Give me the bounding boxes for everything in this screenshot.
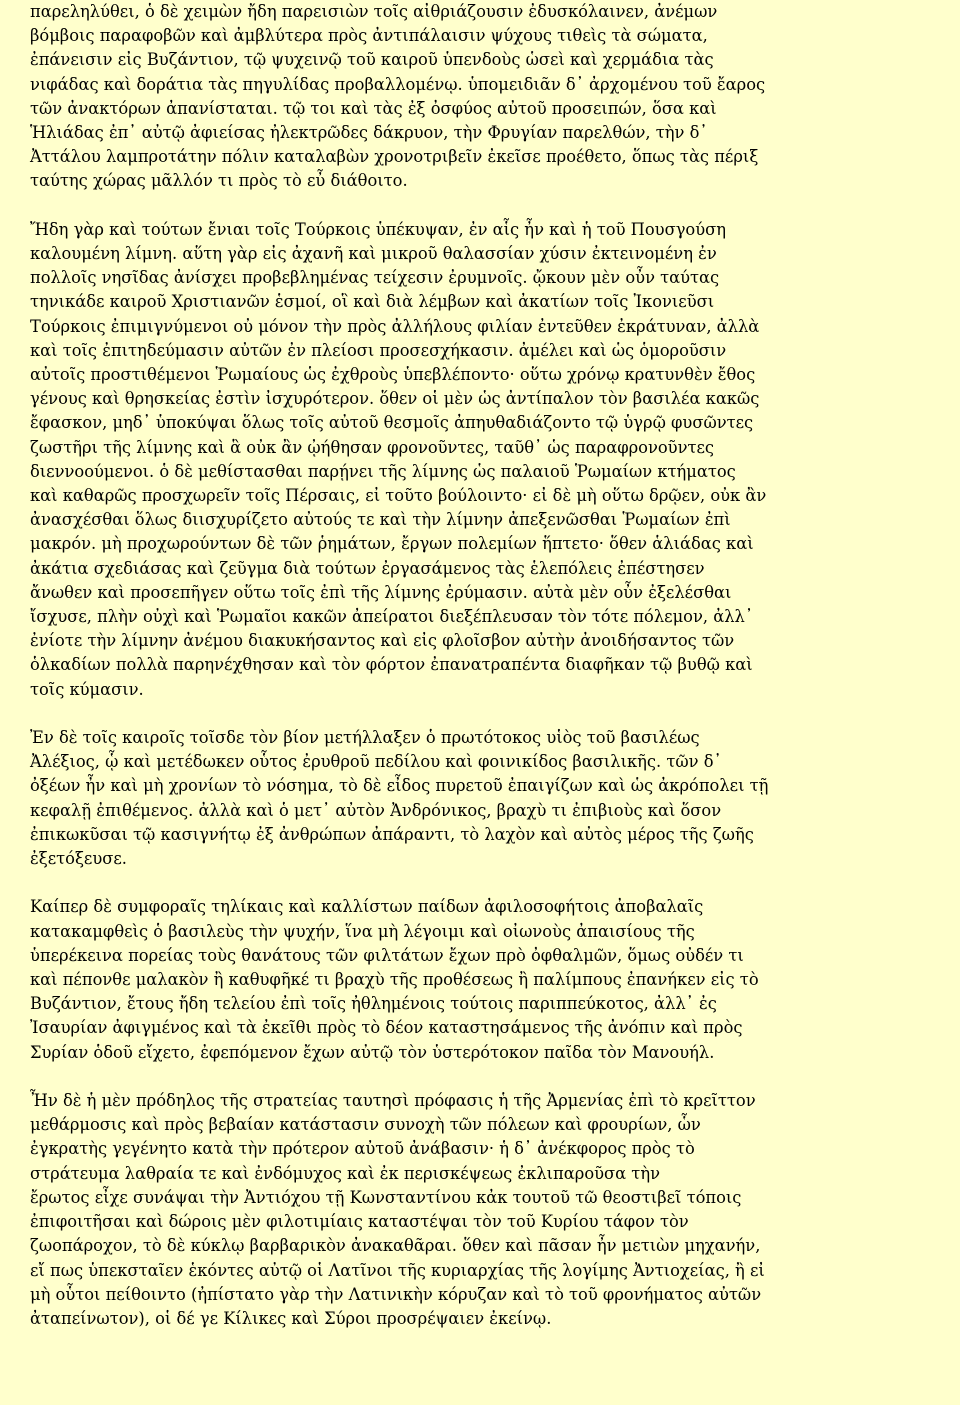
text-line: διεννοούμενοι. ὁ δὲ μεθίστασθαι παρῄνει τῆς λίμνης ὡς παλαιοῦ Ῥωμαίων κτήματος <box>30 461 736 481</box>
text-line: νιφάδας καὶ δοράτια τὰς πηγυλίδας προβαλλομένῳ. ὑπομειδιᾶν δ᾽ ἀρχομένου τοῦ ἔαρος <box>30 74 766 94</box>
text-line: ὀξέων ἦν καὶ μὴ χρονίων τὸ νόσημα, τὸ δὲ εἶδος πυρετοῦ ἐπαιγίζων καὶ ὡς ἀκρόπολει τῇ <box>30 776 769 796</box>
text-line: παρεληλύθει, ὁ δὲ χειμὼν ἤδη παρεισιὼν τοῖς αἰθριάζουσιν ἐδυσκόλαινεν, ἀνέμων <box>30 2 718 21</box>
text-line: Ἐν δὲ τοῖς καιροῖς τοῖσδε τὸν βίον μετήλλαξεν ὁ πρωτότοκος υἱὸς τοῦ βασιλέως <box>30 728 700 748</box>
text-line: τηνικάδε καιροῦ Χριστιανῶν ἑσμοί, οἳ καὶ διὰ λέμβων καὶ ἀκατίων τοῖς Ἰκονιεῦσι <box>30 292 715 312</box>
paragraph-gap <box>30 702 930 726</box>
text-line: ἐνίοτε τὴν λίμνην ἀνέμου διακυκήσαντος καὶ εἰς φλοῖσβον αὐτὴν ἀνοιδήσαντος τῶν <box>30 631 735 651</box>
text-line: ἐπιφοιτῆσαι καὶ δώροις μὲν φιλοτιμίαις καταστέψαι τὸν τοῦ Κυρίου τάφον τὸν <box>30 1212 689 1232</box>
text-line: Καίπερ δὲ συμφοραῖς τηλίκαις καὶ καλλίστων παίδων ἀφιλοσοφήτοις ἀποβαλαῖς <box>30 897 704 917</box>
paragraph-gap <box>30 1065 930 1089</box>
document-body <box>30 0 930 1331</box>
text-line: Ἦν δὲ ἡ μὲν πρόδηλος τῆς στρατείας ταυτησὶ πρόφασις ἡ τῆς Ἀρμενίας ἐπὶ τὸ κρεῖττον <box>30 1091 756 1111</box>
text-line: ἔφασκον, μηδ᾽ ὑποκύψαι ὅλως τοῖς αὐτοῦ θεσμοῖς ἀπηυθαδιάζοντο τῷ ὑγρῷ φυσῶντες <box>30 413 754 433</box>
text-line: ἀνασχέσθαι ὅλως διισχυρίζετο αὐτούς τε καὶ τὴν λίμνην ἀπεξενῶσθαι Ῥωμαίων ἐπὶ <box>30 510 731 530</box>
text-line: καλουμένη λίμνη. αὕτη γὰρ εἰς ἀχανῆ καὶ μικροῦ θαλασσίαν χύσιν ἐκτεινομένη ἐν <box>30 244 717 264</box>
text-line: ἀταπείνωτον), οἱ δέ γε Κίλικες καὶ Σύροι προσρέψαιεν ἐκείνῳ. <box>30 1308 552 1328</box>
text-line: Ἤδη γὰρ καὶ τούτων ἔνιαι τοῖς Τούρκοις ὑπέκυψαν, ἐν αἷς ἦν καὶ ἡ τοῦ Πουσγούση <box>30 219 726 239</box>
text-line: ζωοπάροχον, τὸ δὲ κύκλῳ βαρβαρικὸν ἀνακαθᾶραι. ὅθεν καὶ πᾶσαν ἦν μετιὼν μηχανήν, <box>30 1236 761 1256</box>
text-line: πολλοῖς νησῖδας ἀνίσχει προβεβλημένας τείχεσιν ἐρυμνοῖς. ᾤκουν μὲν οὖν ταύτας <box>30 268 720 288</box>
text-line: ἐπάνεισιν εἰς Βυζάντιον, τῷ ψυχεινῷ τοῦ καιροῦ ὑπενδοὺς ὡσεὶ καὶ χερμάδια τὰς <box>30 50 714 70</box>
text-line: ζωστῆρι τῆς λίμνης καὶ ἃ οὐκ ἂν ᾠήθησαν φρονοῦντες, ταῦθ᾽ ὡς παραφρονοῦντες <box>30 437 715 457</box>
text-line: τοῖς κύμασιν. <box>30 679 144 699</box>
text-line: αὐτοῖς προστιθέμενοι Ῥωμαίους ὡς ἐχθροὺς ὑπεβλέποντο· οὕτω χρόνῳ κρατυνθὲν ἔθος <box>30 365 756 385</box>
text-line: ἄνωθεν καὶ προσεπῆγεν οὕτω τοῖς ἐπὶ τῆς λίμνης ἐρύμασιν. αὐτὰ μὲν οὖν ἐξελέσθαι <box>30 582 732 602</box>
text-line: ἴσχυσε, πλὴν οὐχὶ καὶ Ῥωμαῖοι κακῶν ἀπείρατοι διεξέπλευσαν τὸν τότε πόλεμον, ἀλλ᾽ <box>30 607 753 627</box>
text-line: βόμβοις παραφοβῶν καὶ ἀμβλύτερα πρὸς ἀντιπάλαισιν ψύχους τιθεὶς τὰ σώματα, <box>30 26 708 46</box>
text-line: καὶ τοῖς ἐπιτηδεύμασιν αὐτῶν ἐν πλείοσι προσεσχήκασιν. ἀμέλει καὶ ὡς ὁμοροῦσιν <box>30 340 727 360</box>
text-line: γένους καὶ θρησκείας ἐστὶν ἰσχυρότερον. ὅθεν οἱ μὲν ὡς ἀντίπαλον τὸν βασιλέα κακῶς <box>30 389 760 409</box>
text-line: ἐπικωκῦσαι τῷ κασιγνήτῳ ἐξ ἀνθρώπων ἀπάραντι, τὸ λαχὸν καὶ αὐτὸς μέρος τῆς ζωῆς <box>30 824 754 844</box>
paragraph-4 <box>30 895 930 1064</box>
text-line: Βυζάντιον, ἔτους ἤδη τελείου ἐπὶ τοῖς ἠθλημένοις τούτοις παριππεύκοτος, ἀλλ᾽ ἐς <box>30 994 717 1014</box>
text-line: ἐξετόξευσε. <box>30 849 127 869</box>
text-line: ἔρωτος εἶχε συνάψαι τὴν Ἀντιόχου τῇ Κωνσταντίνου κἀκ τουτοῦ τῶ θεοστιβεῖ τόποις <box>30 1187 742 1207</box>
text-line: Ἀττάλου λαμπροτάτην πόλιν καταλαβὼν χρονοτριβεῖν ἐκεῖσε προέθετο, ὅπως τὰς πέριξ <box>30 147 759 167</box>
text-line: Ἡλιάδας ἐπ᾽ αὐτῷ ἀφιείσας ἠλεκτρῶδες δάκρυον, τὴν Φρυγίαν παρελθών, τὴν δ᾽ <box>30 123 708 143</box>
text-line: ἀκάτια σχεδιάσας καὶ ζεῦγμα διὰ τούτων ἐργασάμενος τὰς ἑλεπόλεις ἐπέστησεν <box>30 558 705 578</box>
paragraph-2 <box>30 218 930 702</box>
text-line: εἴ πως ὑπεκσταῖεν ἑκόντες αὐτῷ οἱ Λατῖνοι τῆς κυριαρχίας τῆς λογίμης Ἀντιοχείας, ἢ εἰ <box>30 1260 765 1280</box>
text-line: καὶ καθαρῶς προσχωρεῖν τοῖς Πέρσαις, εἰ τοῦτο βούλοιντο· εἰ δὲ μὴ οὕτω δρῷεν, οὐκ ἂν <box>30 486 767 506</box>
text-line: καὶ πέπονθε μαλακὸν ἢ καθυφῆκέ τι βραχὺ τῆς προθέσεως ἢ παλίμπους ἐπανήκεν εἰς τὸ <box>30 970 759 990</box>
text-line: ἐγκρατὴς γεγένητο κατὰ τὴν πρότερον αὐτοῦ ἀνάβασιν· ἡ δ᾽ ἀνέκφορος πρὸς τὸ <box>30 1139 695 1159</box>
text-line: ὁλκαδίων πολλὰ παρηνέχθησαν καὶ τὸν φόρτον ἐπανατραπέντα διαφῆκαν τῷ βυθῷ καὶ <box>30 655 753 675</box>
text-line: μεθάρμοσις καὶ πρὸς βεβαίαν κατάστασιν συνοχὴ τῶν πόλεων καὶ φρουρίων, ὧν <box>30 1115 701 1135</box>
text-line: Ἰσαυρίαν ἀφιγμένος καὶ τὰ ἐκεῖθι πρὸς τὸ δέον καταστησάμενος τῆς ἀνόπιν καὶ πρὸς <box>30 1018 743 1038</box>
text-line: μὴ οὗτοι πείθοιντο (ἠπίστατο γὰρ τὴν Λατινικὴν κόρυζαν καὶ τὸ τοῦ φρονήματος αὐτῶν <box>30 1284 762 1304</box>
text-line: Συρίαν ὁδοῦ εἴχετο, ἐφεπόμενον ἔχων αὐτῷ τὸν ὑστερότοκον παῖδα τὸν Μανουήλ. <box>30 1042 715 1062</box>
text-line: Τούρκοις ἐπιμιγνύμενοι οὐ μόνον τὴν πρὸς ἀλλήλους φιλίαν ἐντεῦθεν ἐκράτυναν, ἀλλὰ <box>30 316 760 336</box>
text-line: κατακαμφθεὶς ὁ βασιλεὺς τὴν ψυχήν, ἵνα μὴ λέγοιμι καὶ οἰωνοὺς ἀπαισίους τῆς <box>30 921 695 941</box>
paragraph-1 <box>30 0 930 194</box>
paragraph-3 <box>30 726 930 871</box>
text-line: τῶν ἀνακτόρων ἀπανίσταται. τῷ τοι καὶ τὰς ἐξ ὀσφύος αὐτοῦ προσειπών, ὅσα καὶ <box>30 98 717 118</box>
text-line: στράτευμα λαθραία τε καὶ ἐνδόμυχος καὶ ἐκ περισκέψεως ἐκλιπαροῦσα τὴν <box>30 1163 660 1183</box>
text-line: Ἀλέξιος, ᾧ καὶ μετέδωκεν οὗτος ἐρυθροῦ πεδίλου καὶ φοινικίδος βασιλικῆς. τῶν δ᾽ <box>30 752 722 772</box>
paragraph-gap <box>30 194 930 218</box>
text-line: μακρόν. μὴ προχωρούντων δὲ τῶν ῥημάτων, ἔργων πολεμίων ἥπτετο· ὅθεν ἁλιάδας καὶ <box>30 534 754 554</box>
text-line: κεφαλῇ ἐπιθέμενος. ἀλλὰ καὶ ὁ μετ᾽ αὐτὸν Ἀνδρόνικος, βραχὺ τι ἐπιβιοὺς καὶ ὅσον <box>30 800 722 820</box>
paragraph-5 <box>30 1089 930 1331</box>
text-line: ὑπερέκεινα πορείας τοὺς θανάτους τῶν φιλτάτων ἔχων πρὸ ὀφθαλμῶν, ὅμως οὐδέν τι <box>30 945 744 965</box>
text-line: ταύτης χώρας μᾶλλόν τι πρὸς τὸ εὖ διάθοιτο. <box>30 171 408 191</box>
paragraph-gap <box>30 871 930 895</box>
